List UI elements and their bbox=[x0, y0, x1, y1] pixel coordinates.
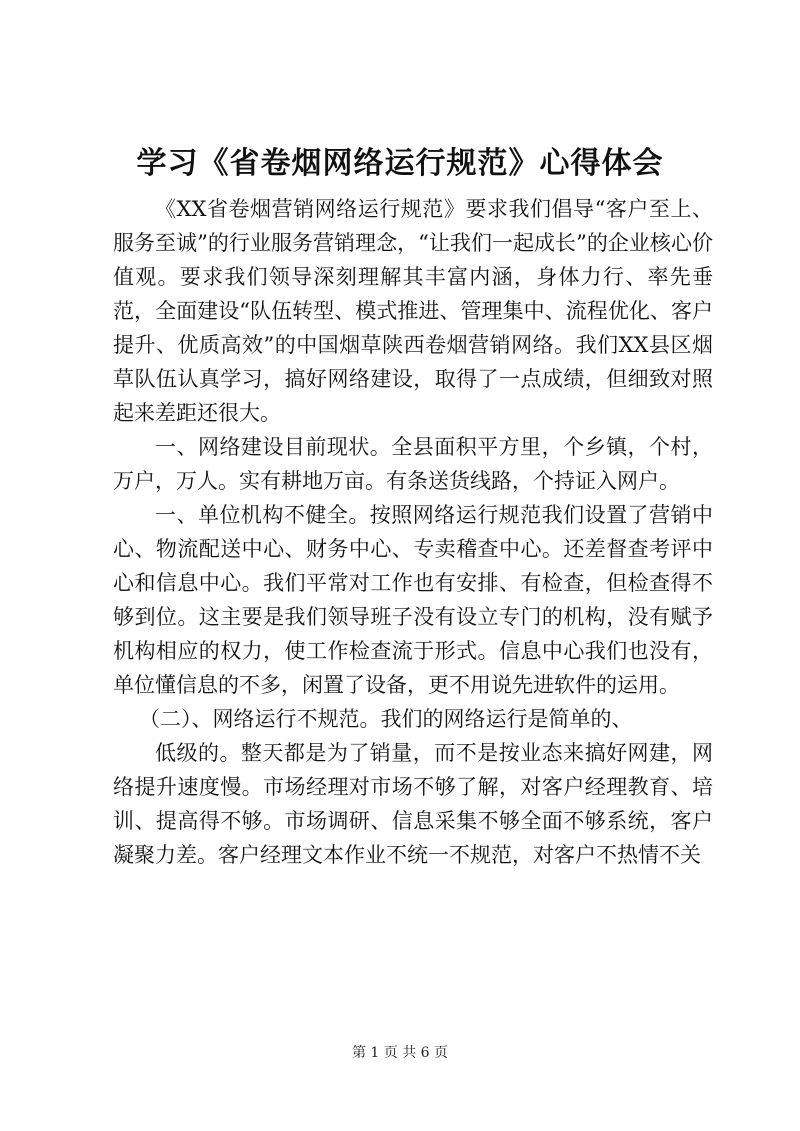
paragraph-network-operation-body: 低级的。整天都是为了销量，而不是按业态来搞好网建，网络提升速度慢。市场经理对市场不够了解，对客户经理教育、培训、提高得不够。市场调研、信息采集不够全面不够系统，客户凝聚力差。客户经理文本作业不统一不规范，对客户不热情不关 bbox=[113, 741, 713, 867]
document-title: 学习《省卷烟网络运行规范》心得体会 bbox=[136, 146, 664, 181]
paragraph-network-operation-heading: （二）、网络运行不规范。我们的网络运行是简单的、 bbox=[139, 707, 633, 731]
document-body bbox=[113, 192, 713, 872]
paragraph-current-status: 一、网络建设目前现状。全县面积平方里，个乡镇，个村，万户，万人。实有耕地万亩。有条送货线路，个持证入网户。 bbox=[113, 435, 713, 493]
page-footer: 第 1 页 共 6 页 bbox=[351, 1045, 449, 1061]
paragraph-intro: 《XX省卷烟营销网络运行规范》要求我们倡导“客户至上、服务至诚”的行业服务营销理念，“让我们一起成长”的企业核心价值观。要求我们领导深刻理解其丰富内涵，身体力行、率先垂范，全面建设“队伍转型、模式推进、管理集中、流程优化、客户提升、优质高效”的中国烟草陕西卷烟营销网络。我们XX县区烟草队伍认真学习，搞好网络建设，取得了一点成绩，但细致对照起来差距还很大。 bbox=[113, 197, 713, 425]
paragraph-organization: 一、单位机构不健全。按照网络运行规范我们设置了营销中心、物流配送中心、财务中心、专卖稽查中心。还差督查考评中心和信息中心。我们平常对工作也有安排、有检查，但检查得不够到位。这主要是我们领导班子没有设立专门的机构，没有赋予机构相应的权力，使工作检查流于形式。信息中心我们也没有，单位懂信息的不多，闲置了设备，更不用说先进软件的运用。 bbox=[113, 503, 713, 697]
